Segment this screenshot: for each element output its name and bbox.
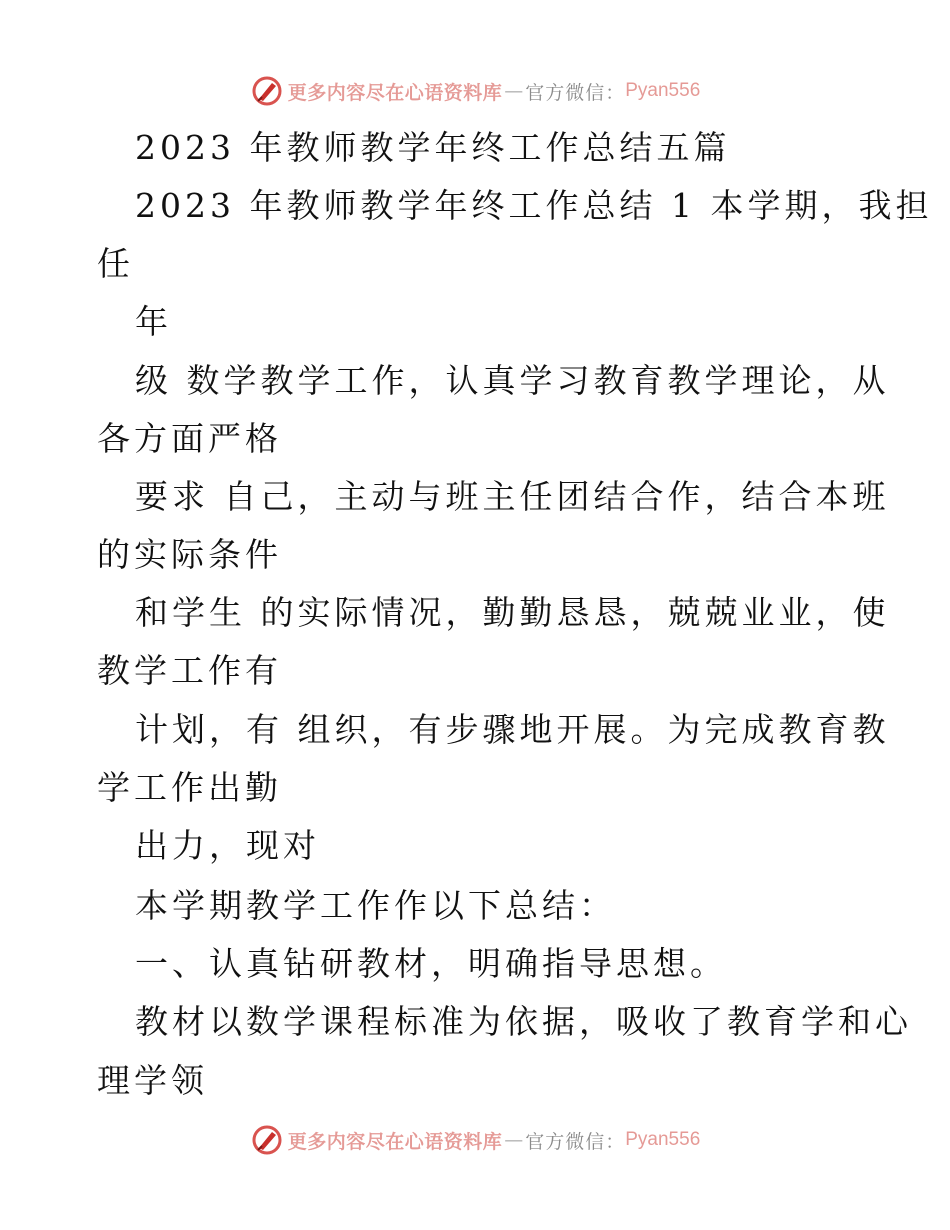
paragraph-line: 和学生 的实际情况，勤勤恳恳，兢兢业业，使 [135,593,890,632]
watermark-label: 官方微信： [525,1130,626,1153]
watermark-separator: — [504,1129,524,1151]
paragraph-line: 本学期教学工作作以下总结： [135,886,616,925]
quill-logo-icon [250,74,284,108]
paragraph-line: 2023 年教师教学年终工作总结 1 本学期，我担 [135,186,933,225]
footer-watermark [0,1120,950,1160]
paragraph-line: 各方面严格 [97,419,282,458]
paragraph-line: 年 [135,302,172,341]
quill-logo-icon [250,1123,284,1157]
paragraph-line: 理学领 [97,1061,208,1100]
paragraph-line: 要求 自己，主动与班主任团结合作，结合本班 [135,477,890,516]
paragraph-line: 计划，有 组织，有步骤地开展。为完成教育教 [135,710,890,749]
paragraph-line: 的实际条件 [97,535,282,574]
paragraph-line: 出力，现对 [135,826,320,865]
paragraph-line: 级 数学教学工作，认真学习教育教学理论，从 [135,361,890,400]
header-watermark [0,71,950,111]
paragraph-line: 任 [97,244,134,283]
watermark-id: Pyan556 [625,80,701,101]
watermark-id: Pyan556 [625,1129,701,1150]
section-heading: 一、认真钻研教材，明确指导思想。 [135,944,727,983]
paragraph-line: 学工作出勤 [97,768,282,807]
document-title: 2023 年教师教学年终工作总结五篇 [135,128,731,167]
watermark-separator: — [504,80,524,102]
paragraph-line: 教学工作有 [97,651,282,690]
watermark-text: 更多内容尽在心语资料库 [287,1130,503,1153]
watermark-label: 官方微信： [525,81,626,104]
watermark-text: 更多内容尽在心语资料库 [287,81,503,104]
paragraph-line: 教材以数学课程标准为依据，吸收了教育学和心 [135,1002,912,1041]
